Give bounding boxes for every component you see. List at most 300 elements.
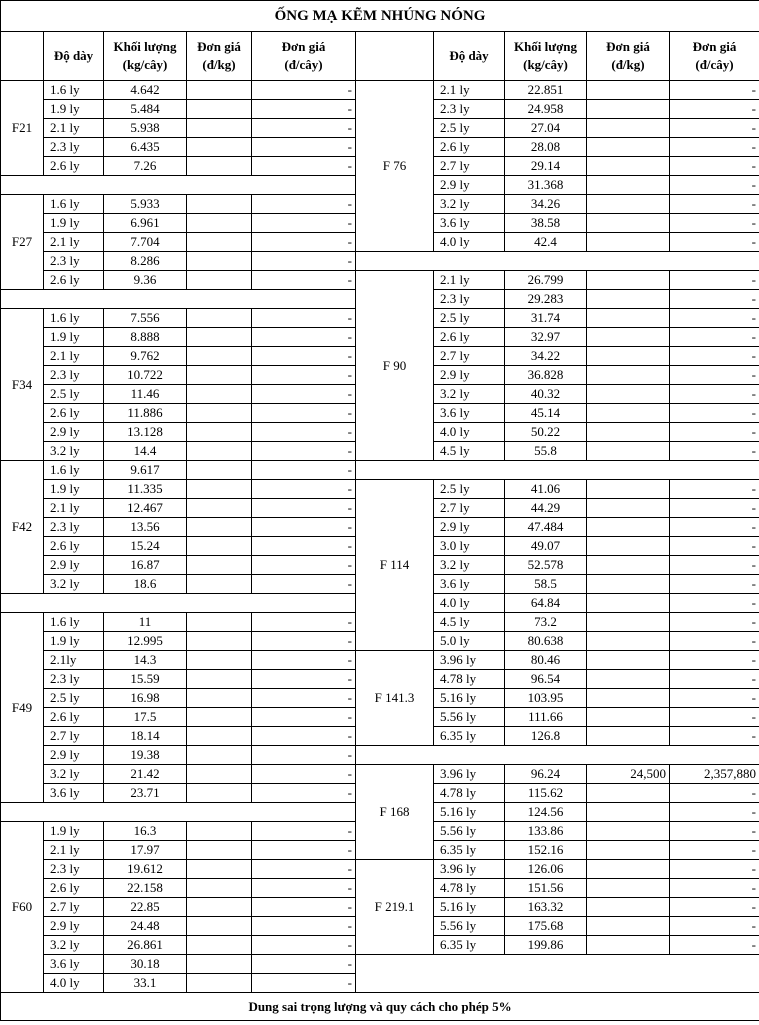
left-thickness-cell: 2.1 ly	[44, 119, 104, 138]
right-price-pc-cell: -	[670, 176, 759, 195]
right-price-kg-cell	[587, 328, 670, 347]
left-price-pc-cell: -	[252, 632, 356, 651]
right-price-pc-cell: -	[670, 537, 759, 556]
left-price-pc-cell: -	[252, 651, 356, 670]
right-thickness-cell: 5.16 ly	[434, 803, 505, 822]
right-price-pc-cell: -	[670, 803, 759, 822]
table-row	[1, 974, 759, 993]
right-size-label: F 90	[356, 271, 434, 461]
left-price-pc-cell: -	[252, 252, 356, 271]
right-price-kg-cell	[587, 195, 670, 214]
left-price-kg-cell	[187, 214, 252, 233]
right-price-kg-cell	[587, 784, 670, 803]
left-thickness-cell: 1.9 ly	[44, 100, 104, 119]
left-weight-cell: 6.435	[104, 138, 187, 157]
right-price-kg-cell	[587, 233, 670, 252]
left-weight-cell: 12.995	[104, 632, 187, 651]
right-price-kg-cell	[587, 575, 670, 594]
right-price-pc-cell: -	[670, 784, 759, 803]
left-price-pc-cell: -	[252, 157, 356, 176]
right-price-kg-cell	[587, 214, 670, 233]
right-separator-row	[356, 252, 759, 271]
right-price-kg-cell	[587, 936, 670, 955]
right-weight-cell: 133.86	[505, 822, 587, 841]
left-thickness-cell: 2.9 ly	[44, 423, 104, 442]
right-price-kg-cell	[587, 689, 670, 708]
table-row	[1, 252, 759, 271]
right-price-kg-cell	[587, 366, 670, 385]
left-thickness-cell: 3.2 ly	[44, 765, 104, 784]
right-price-kg-cell	[587, 670, 670, 689]
right-thickness-cell: 5.56 ly	[434, 822, 505, 841]
left-size-label: F49	[1, 613, 44, 803]
right-weight-cell: 29.14	[505, 157, 587, 176]
left-price-kg-cell	[187, 404, 252, 423]
left-thickness-cell: 2.6 ly	[44, 271, 104, 290]
right-price-pc-cell: -	[670, 423, 759, 442]
left-price-pc-cell: -	[252, 936, 356, 955]
left-price-pc-cell: -	[252, 366, 356, 385]
left-thickness-cell: 1.9 ly	[44, 822, 104, 841]
left-thickness-cell: 3.2 ly	[44, 575, 104, 594]
left-price-kg-cell	[187, 575, 252, 594]
left-price-kg-cell	[187, 860, 252, 879]
right-price-pc-cell: -	[670, 195, 759, 214]
footer-row	[1, 993, 759, 1021]
left-price-pc-cell: -	[252, 784, 356, 803]
right-price-kg-cell	[587, 385, 670, 404]
right-weight-cell: 50.22	[505, 423, 587, 442]
right-price-kg-cell	[587, 860, 670, 879]
left-price-pc-cell: -	[252, 404, 356, 423]
left-price-kg-cell	[187, 233, 252, 252]
right-weight-cell: 22.851	[505, 81, 587, 100]
right-weight-cell: 49.07	[505, 537, 587, 556]
right-weight-cell: 26.799	[505, 271, 587, 290]
right-price-kg-cell	[587, 480, 670, 499]
left-price-pc-cell: -	[252, 898, 356, 917]
right-price-pc-cell: -	[670, 594, 759, 613]
right-price-pc-cell: -	[670, 841, 759, 860]
right-thickness-cell: 3.6 ly	[434, 214, 505, 233]
right-weight-cell: 31.74	[505, 309, 587, 328]
right-weight-cell: 103.95	[505, 689, 587, 708]
right-weight-cell: 73.2	[505, 613, 587, 632]
right-price-pc-cell: -	[670, 271, 759, 290]
table-row	[1, 81, 759, 100]
left-thickness-cell: 2.1 ly	[44, 347, 104, 366]
left-price-pc-cell: -	[252, 442, 356, 461]
right-thickness-cell: 3.2 ly	[434, 195, 505, 214]
left-thickness-cell: 1.6 ly	[44, 309, 104, 328]
left-price-pc-cell: -	[252, 385, 356, 404]
left-weight-cell: 16.3	[104, 822, 187, 841]
left-thickness-cell: 1.6 ly	[44, 461, 104, 480]
left-weight-cell: 14.4	[104, 442, 187, 461]
left-size-label: F21	[1, 81, 44, 176]
left-weight-cell: 26.861	[104, 936, 187, 955]
left-price-pc-cell: -	[252, 461, 356, 480]
left-separator-row	[1, 290, 356, 309]
right-thickness-cell: 4.0 ly	[434, 423, 505, 442]
left-thickness-cell: 3.6 ly	[44, 955, 104, 974]
right-price-pc-cell: -	[670, 860, 759, 879]
right-weight-cell: 36.828	[505, 366, 587, 385]
right-thickness-cell: 3.96 ly	[434, 765, 505, 784]
left-thickness-cell: 1.9 ly	[44, 480, 104, 499]
right-price-pc-cell: -	[670, 442, 759, 461]
right-weight-cell: 152.16	[505, 841, 587, 860]
right-weight-cell: 96.54	[505, 670, 587, 689]
left-weight-cell: 11.335	[104, 480, 187, 499]
right-weight-cell: 41.06	[505, 480, 587, 499]
left-weight-cell: 17.5	[104, 708, 187, 727]
right-thickness-cell: 4.5 ly	[434, 613, 505, 632]
left-price-kg-cell	[187, 328, 252, 347]
right-thickness-cell: 6.35 ly	[434, 727, 505, 746]
left-thickness-cell: 2.3 ly	[44, 670, 104, 689]
right-weight-cell: 52.578	[505, 556, 587, 575]
right-price-pc-cell: 2,357,880	[670, 765, 759, 784]
right-price-pc-cell: -	[670, 556, 759, 575]
left-weight-cell: 4.642	[104, 81, 187, 100]
left-price-pc-cell: -	[252, 727, 356, 746]
left-thickness-cell: 1.6 ly	[44, 195, 104, 214]
right-thickness-cell: 2.7 ly	[434, 347, 505, 366]
right-price-pc-cell: -	[670, 404, 759, 423]
right-price-kg-cell	[587, 138, 670, 157]
left-price-pc-cell: -	[252, 499, 356, 518]
right-thickness-cell: 4.78 ly	[434, 879, 505, 898]
left-price-pc-cell: -	[252, 955, 356, 974]
right-price-pc-cell: -	[670, 613, 759, 632]
right-size-label: F 114	[356, 480, 434, 651]
right-price-pc-cell: -	[670, 917, 759, 936]
right-price-kg-cell	[587, 81, 670, 100]
left-price-pc-cell: -	[252, 708, 356, 727]
header-size	[1, 32, 44, 81]
right-thickness-cell: 3.0 ly	[434, 537, 505, 556]
left-thickness-cell: 2.3 ly	[44, 860, 104, 879]
left-weight-cell: 5.938	[104, 119, 187, 138]
left-price-kg-cell	[187, 100, 252, 119]
right-weight-cell: 29.283	[505, 290, 587, 309]
left-price-kg-cell	[187, 423, 252, 442]
right-thickness-cell: 5.16 ly	[434, 898, 505, 917]
right-price-pc-cell: -	[670, 651, 759, 670]
left-weight-cell: 7.556	[104, 309, 187, 328]
right-thickness-cell: 5.56 ly	[434, 708, 505, 727]
left-price-pc-cell: -	[252, 480, 356, 499]
left-weight-cell: 18.6	[104, 575, 187, 594]
right-thickness-cell: 5.16 ly	[434, 689, 505, 708]
right-price-kg-cell	[587, 347, 670, 366]
right-thickness-cell: 2.6 ly	[434, 138, 505, 157]
left-price-kg-cell	[187, 537, 252, 556]
left-weight-cell: 8.888	[104, 328, 187, 347]
left-price-pc-cell: -	[252, 423, 356, 442]
left-thickness-cell: 3.2 ly	[44, 936, 104, 955]
left-price-kg-cell	[187, 613, 252, 632]
left-price-pc-cell: -	[252, 765, 356, 784]
right-size-label: F 76	[356, 81, 434, 252]
left-weight-cell: 15.59	[104, 670, 187, 689]
header-weight-right: Khối lượng (kg/cây)	[505, 32, 587, 81]
left-weight-cell: 17.97	[104, 841, 187, 860]
left-thickness-cell: 2.5 ly	[44, 689, 104, 708]
left-price-kg-cell	[187, 708, 252, 727]
left-weight-cell: 15.24	[104, 537, 187, 556]
right-thickness-cell: 4.78 ly	[434, 670, 505, 689]
left-price-pc-cell: -	[252, 689, 356, 708]
left-thickness-cell: 2.7 ly	[44, 898, 104, 917]
left-thickness-cell: 2.9 ly	[44, 746, 104, 765]
left-weight-cell: 10.722	[104, 366, 187, 385]
right-thickness-cell: 2.7 ly	[434, 499, 505, 518]
right-weight-cell: 47.484	[505, 518, 587, 537]
right-weight-cell: 64.84	[505, 594, 587, 613]
right-thickness-cell: 4.0 ly	[434, 594, 505, 613]
right-price-kg-cell	[587, 157, 670, 176]
right-price-kg-cell	[587, 708, 670, 727]
right-weight-cell: 163.32	[505, 898, 587, 917]
left-price-pc-cell: -	[252, 575, 356, 594]
left-weight-cell: 11.886	[104, 404, 187, 423]
left-thickness-cell: 2.1ly	[44, 651, 104, 670]
table-row	[1, 271, 759, 290]
right-price-pc-cell: -	[670, 138, 759, 157]
left-weight-cell: 24.48	[104, 917, 187, 936]
left-weight-cell: 21.42	[104, 765, 187, 784]
right-thickness-cell: 3.6 ly	[434, 575, 505, 594]
header-weight-left: Khối lượng (kg/cây)	[104, 32, 187, 81]
right-weight-cell: 45.14	[505, 404, 587, 423]
right-weight-cell: 126.06	[505, 860, 587, 879]
left-weight-cell: 8.286	[104, 252, 187, 271]
left-price-pc-cell: -	[252, 347, 356, 366]
right-price-pc-cell: -	[670, 936, 759, 955]
right-price-kg-cell	[587, 727, 670, 746]
left-price-kg-cell	[187, 670, 252, 689]
right-price-pc-cell: -	[670, 119, 759, 138]
left-weight-cell: 11.46	[104, 385, 187, 404]
right-weight-cell: 34.26	[505, 195, 587, 214]
right-thickness-cell: 2.3 ly	[434, 100, 505, 119]
right-thickness-cell: 2.7 ly	[434, 157, 505, 176]
right-price-kg-cell	[587, 651, 670, 670]
left-price-kg-cell	[187, 81, 252, 100]
left-weight-cell: 9.617	[104, 461, 187, 480]
right-weight-cell: 111.66	[505, 708, 587, 727]
right-thickness-cell: 2.9 ly	[434, 518, 505, 537]
right-price-kg-cell	[587, 119, 670, 138]
table-title: ỐNG MẠ KẼM NHÚNG NÓNG	[1, 1, 759, 32]
header-price-kg-right: Đơn giá (đ/kg)	[587, 32, 670, 81]
left-price-pc-cell: -	[252, 746, 356, 765]
left-thickness-cell: 2.1 ly	[44, 499, 104, 518]
right-weight-cell: 32.97	[505, 328, 587, 347]
right-price-kg-cell	[587, 594, 670, 613]
header-thickness-right: Độ dày	[434, 32, 505, 81]
left-price-pc-cell: -	[252, 841, 356, 860]
right-size-label: F 219.1	[356, 860, 434, 955]
left-weight-cell: 23.71	[104, 784, 187, 803]
left-thickness-cell: 1.9 ly	[44, 632, 104, 651]
left-weight-cell: 30.18	[104, 955, 187, 974]
left-price-pc-cell: -	[252, 195, 356, 214]
left-price-kg-cell	[187, 917, 252, 936]
left-price-kg-cell	[187, 119, 252, 138]
left-price-pc-cell: -	[252, 271, 356, 290]
right-thickness-cell: 2.9 ly	[434, 176, 505, 195]
left-price-pc-cell: -	[252, 518, 356, 537]
left-price-pc-cell: -	[252, 309, 356, 328]
right-thickness-cell: 2.5 ly	[434, 480, 505, 499]
left-thickness-cell: 2.6 ly	[44, 708, 104, 727]
right-price-kg-cell	[587, 100, 670, 119]
right-price-kg-cell	[587, 271, 670, 290]
left-weight-cell: 5.933	[104, 195, 187, 214]
left-price-kg-cell	[187, 518, 252, 537]
left-weight-cell: 7.704	[104, 233, 187, 252]
right-price-kg-cell: 24,500	[587, 765, 670, 784]
left-thickness-cell: 1.6 ly	[44, 613, 104, 632]
left-thickness-cell: 1.6 ly	[44, 81, 104, 100]
left-price-kg-cell	[187, 727, 252, 746]
right-price-pc-cell: -	[670, 727, 759, 746]
right-price-pc-cell: -	[670, 81, 759, 100]
left-size-label: F42	[1, 461, 44, 594]
right-thickness-cell: 3.96 ly	[434, 651, 505, 670]
right-size-label: F 141.3	[356, 651, 434, 746]
right-price-kg-cell	[587, 537, 670, 556]
right-thickness-cell: 2.3 ly	[434, 290, 505, 309]
left-thickness-cell: 2.6 ly	[44, 404, 104, 423]
left-price-kg-cell	[187, 936, 252, 955]
left-weight-cell: 9.36	[104, 271, 187, 290]
right-separator-row	[356, 461, 759, 480]
right-thickness-cell: 2.5 ly	[434, 309, 505, 328]
left-price-kg-cell	[187, 347, 252, 366]
right-weight-cell: 27.04	[505, 119, 587, 138]
left-price-kg-cell	[187, 879, 252, 898]
right-thickness-cell: 4.78 ly	[434, 784, 505, 803]
left-price-kg-cell	[187, 841, 252, 860]
right-thickness-cell: 4.0 ly	[434, 233, 505, 252]
right-weight-cell: 55.8	[505, 442, 587, 461]
left-thickness-cell: 1.9 ly	[44, 328, 104, 347]
right-price-pc-cell: -	[670, 632, 759, 651]
left-price-pc-cell: -	[252, 556, 356, 575]
left-price-pc-cell: -	[252, 822, 356, 841]
right-weight-cell: 24.958	[505, 100, 587, 119]
right-price-pc-cell: -	[670, 214, 759, 233]
tolerance-note: Dung sai trọng lượng và quy cách cho phép 5%	[1, 993, 759, 1021]
right-price-kg-cell	[587, 309, 670, 328]
left-price-kg-cell	[187, 898, 252, 917]
header-size-right	[356, 32, 434, 81]
right-price-kg-cell	[587, 176, 670, 195]
left-price-kg-cell	[187, 480, 252, 499]
right-weight-cell: 34.22	[505, 347, 587, 366]
left-thickness-cell: 2.3 ly	[44, 138, 104, 157]
right-weight-cell: 28.08	[505, 138, 587, 157]
right-price-kg-cell	[587, 613, 670, 632]
right-thickness-cell: 3.2 ly	[434, 385, 505, 404]
right-weight-cell: 44.29	[505, 499, 587, 518]
right-price-pc-cell: -	[670, 328, 759, 347]
left-weight-cell: 16.98	[104, 689, 187, 708]
left-weight-cell: 22.85	[104, 898, 187, 917]
header-row	[1, 32, 759, 81]
left-price-kg-cell	[187, 499, 252, 518]
left-thickness-cell: 2.1 ly	[44, 233, 104, 252]
left-thickness-cell: 3.6 ly	[44, 784, 104, 803]
left-price-kg-cell	[187, 765, 252, 784]
left-weight-cell: 16.87	[104, 556, 187, 575]
left-thickness-cell: 2.5 ly	[44, 385, 104, 404]
right-thickness-cell: 3.96 ly	[434, 860, 505, 879]
right-thickness-cell: 2.5 ly	[434, 119, 505, 138]
right-price-pc-cell: -	[670, 689, 759, 708]
table-row	[1, 461, 759, 480]
right-price-kg-cell	[587, 879, 670, 898]
left-price-pc-cell: -	[252, 879, 356, 898]
right-price-pc-cell: -	[670, 898, 759, 917]
table-row	[1, 860, 759, 879]
right-thickness-cell: 2.6 ly	[434, 328, 505, 347]
right-price-kg-cell	[587, 803, 670, 822]
right-weight-cell: 42.4	[505, 233, 587, 252]
left-thickness-cell: 2.1 ly	[44, 841, 104, 860]
left-price-kg-cell	[187, 442, 252, 461]
left-weight-cell: 9.762	[104, 347, 187, 366]
right-price-kg-cell	[587, 423, 670, 442]
right-weight-cell: 151.56	[505, 879, 587, 898]
right-weight-cell: 126.8	[505, 727, 587, 746]
right-price-pc-cell: -	[670, 518, 759, 537]
left-weight-cell: 7.26	[104, 157, 187, 176]
left-price-kg-cell	[187, 974, 252, 993]
left-weight-cell: 11	[104, 613, 187, 632]
left-price-kg-cell	[187, 271, 252, 290]
header-thickness-left: Độ dày	[44, 32, 104, 81]
left-thickness-cell: 2.3 ly	[44, 366, 104, 385]
left-weight-cell: 5.484	[104, 100, 187, 119]
right-price-pc-cell: -	[670, 290, 759, 309]
left-price-kg-cell	[187, 157, 252, 176]
left-separator-row	[1, 594, 356, 613]
right-price-pc-cell: -	[670, 233, 759, 252]
left-weight-cell: 6.961	[104, 214, 187, 233]
right-thickness-cell: 6.35 ly	[434, 841, 505, 860]
left-thickness-cell: 2.6 ly	[44, 879, 104, 898]
left-thickness-cell: 2.9 ly	[44, 556, 104, 575]
left-price-kg-cell	[187, 632, 252, 651]
right-price-pc-cell: -	[670, 670, 759, 689]
left-price-kg-cell	[187, 556, 252, 575]
left-price-pc-cell: -	[252, 670, 356, 689]
right-thickness-cell: 6.35 ly	[434, 936, 505, 955]
left-price-pc-cell: -	[252, 100, 356, 119]
right-price-kg-cell	[587, 556, 670, 575]
left-price-pc-cell: -	[252, 974, 356, 993]
right-separator-row	[356, 746, 759, 765]
left-thickness-cell: 2.3 ly	[44, 518, 104, 537]
left-price-kg-cell	[187, 366, 252, 385]
right-thickness-cell: 3.6 ly	[434, 404, 505, 423]
right-weight-cell: 58.5	[505, 575, 587, 594]
